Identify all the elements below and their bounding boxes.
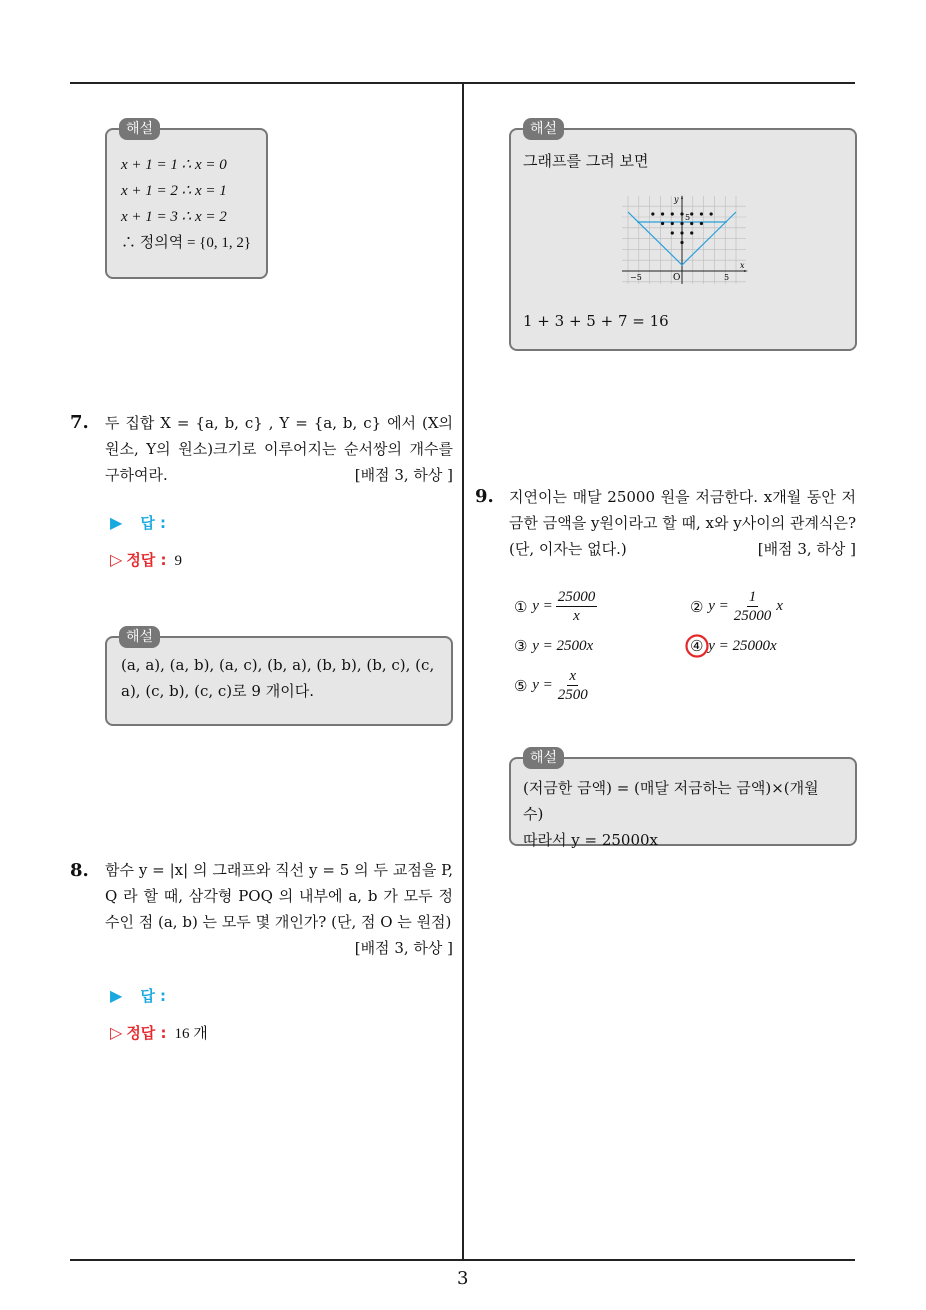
numerator: x (569, 668, 577, 684)
q8-text: 함수 y = |x| 의 그래프와 직선 y = 5 의 두 교점을 P, Q 라 할 때, 삼각형 POQ 의 내부에 a, b 가 모두 정수인 점 (a, b) 는 모두 몇 개인가? (단, 점 O 는 원점) (105, 861, 453, 931)
q7-score: [배점 3, 하상 ] (354, 466, 453, 484)
explanation-tab: 해설 (119, 118, 160, 140)
choice-2-fraction (732, 588, 774, 625)
lattice-point (661, 212, 664, 215)
choice-5-fraction (556, 667, 590, 704)
origin-label: O (673, 273, 681, 283)
choice-5-lhs: y = (532, 677, 553, 693)
denominator: 25000 (733, 608, 772, 624)
explanation-box-q6 (105, 121, 268, 279)
q7-correct-label: 정답 : (126, 551, 167, 569)
explanation-tab: 해설 (523, 747, 564, 769)
choice-4-text: y = 25000x (708, 637, 777, 654)
lattice-point (671, 231, 674, 234)
lattice-point (680, 241, 683, 244)
choice-3[interactable] (514, 637, 593, 655)
tick-neg5: −5 (630, 273, 642, 282)
q7-text-block (105, 410, 453, 488)
lattice-point (710, 212, 713, 215)
explanation-tab: 해설 (523, 118, 564, 140)
choice-1-mark: ① (514, 597, 528, 616)
q8-number: 8. (70, 860, 89, 881)
q8-correct (110, 1022, 208, 1043)
choice-1-fraction (556, 588, 598, 625)
choice-2-tail: x (776, 598, 783, 614)
q7-answer (110, 512, 166, 533)
numerator: 1 (748, 589, 757, 605)
q7-answer-label: 답 : (140, 514, 167, 532)
outline-triangle-icon: ▷ (110, 1023, 123, 1042)
choice-2[interactable] (690, 588, 783, 625)
absolute-value-graph (620, 194, 748, 286)
q8-answer-label: 답 : (140, 987, 167, 1005)
choice-3-text: y = 2500x (532, 637, 594, 654)
lattice-point (690, 222, 693, 225)
line-1: x + 1 = 1 ∴ x = 0 (121, 157, 227, 173)
q9-text: 지연이는 매달 25000 원을 저금한다. x개월 동안 저금한 금액을 y원이라고 할 때, x와 y사이의 관계식은?(단, 이자는 없다.) (509, 488, 856, 558)
lattice-point (690, 231, 693, 234)
q9-explanation-line1: (저금한 금액) = (매달 저금하는 금액)×(개월 수) (523, 779, 819, 823)
numerator: 25000 (557, 589, 596, 605)
choice-4-mark: ④ (690, 637, 704, 655)
q8-correct-label: 정답 : (126, 1024, 167, 1042)
line-2: x + 1 = 2 ∴ x = 1 (121, 183, 227, 199)
lattice-point (680, 212, 683, 215)
choice-2-mark: ② (690, 597, 704, 616)
lattice-point (651, 212, 654, 215)
choice-2-lhs: y = (708, 598, 729, 614)
line-4: ∴ 정의역 = {0, 1, 2} (121, 235, 252, 251)
choice-1-lhs: y = (532, 598, 553, 614)
lattice-point (671, 212, 674, 215)
q7-correct-value: 9 (174, 553, 183, 569)
choice-3-mark: ③ (514, 637, 528, 655)
graph-intro: 그래프를 그려 보면 (523, 152, 649, 170)
q7-number: 7. (70, 412, 89, 433)
selected-circle-icon (690, 637, 703, 655)
column-divider (462, 83, 464, 1261)
choice-4[interactable] (690, 637, 777, 655)
lattice-point (700, 212, 703, 215)
q9-text-block (509, 484, 856, 562)
choice-1[interactable] (514, 588, 600, 625)
q7-text: 두 집합 X = {a, b, c} , Y = {a, b, c} 에서 (X의 원소, Y의 원소)크기로 이루어지는 순서쌍의 개수를 구하여라. (105, 414, 453, 484)
lattice-point (680, 222, 683, 225)
q7-explanation: (a, a), (a, b), (a, c), (b, a), (b, b), (b, c), (c, a), (c, b), (c, c)로 9 개이다. (121, 656, 435, 700)
q8-correct-value: 16 개 (174, 1026, 208, 1042)
explanation-box-q9 (509, 750, 857, 849)
x-axis-label: x (740, 261, 745, 270)
lattice-point (690, 212, 693, 215)
q9-explanation-line2: 따라서 y = 25000x (523, 831, 658, 849)
explanation-tab: 해설 (119, 626, 160, 648)
q9-score: [배점 3, 하상 ] (757, 540, 856, 558)
q9-number: 9. (475, 486, 494, 507)
graph-result: 1 + 3 + 5 + 7 = 16 (523, 312, 669, 330)
q8-text-block (105, 857, 453, 961)
q8-score: [배점 3, 하상 ] (354, 939, 453, 957)
explanation-box-q8 (509, 121, 857, 351)
lattice-point (680, 231, 683, 234)
q7-correct (110, 549, 182, 570)
choice-5-mark: ⑤ (514, 676, 528, 695)
denominator: x (573, 608, 580, 624)
denominator: 2500 (557, 687, 588, 703)
lattice-point (700, 222, 703, 225)
y-axis-label: y (674, 195, 679, 204)
q8-answer (110, 985, 166, 1006)
explanation-box-q7 (105, 629, 453, 726)
tick-pos5y: 5 (685, 213, 691, 222)
page-number: 3 (457, 1268, 469, 1289)
line-3: x + 1 = 3 ∴ x = 2 (121, 209, 227, 225)
play-icon: ▶ (110, 986, 123, 1005)
tick-pos5x: 5 (724, 273, 730, 282)
choice-5[interactable] (514, 667, 593, 704)
outline-triangle-icon: ▷ (110, 550, 123, 569)
lattice-point (671, 222, 674, 225)
play-icon: ▶ (110, 513, 123, 532)
bottom-rule (70, 1259, 855, 1261)
lattice-point (661, 222, 664, 225)
